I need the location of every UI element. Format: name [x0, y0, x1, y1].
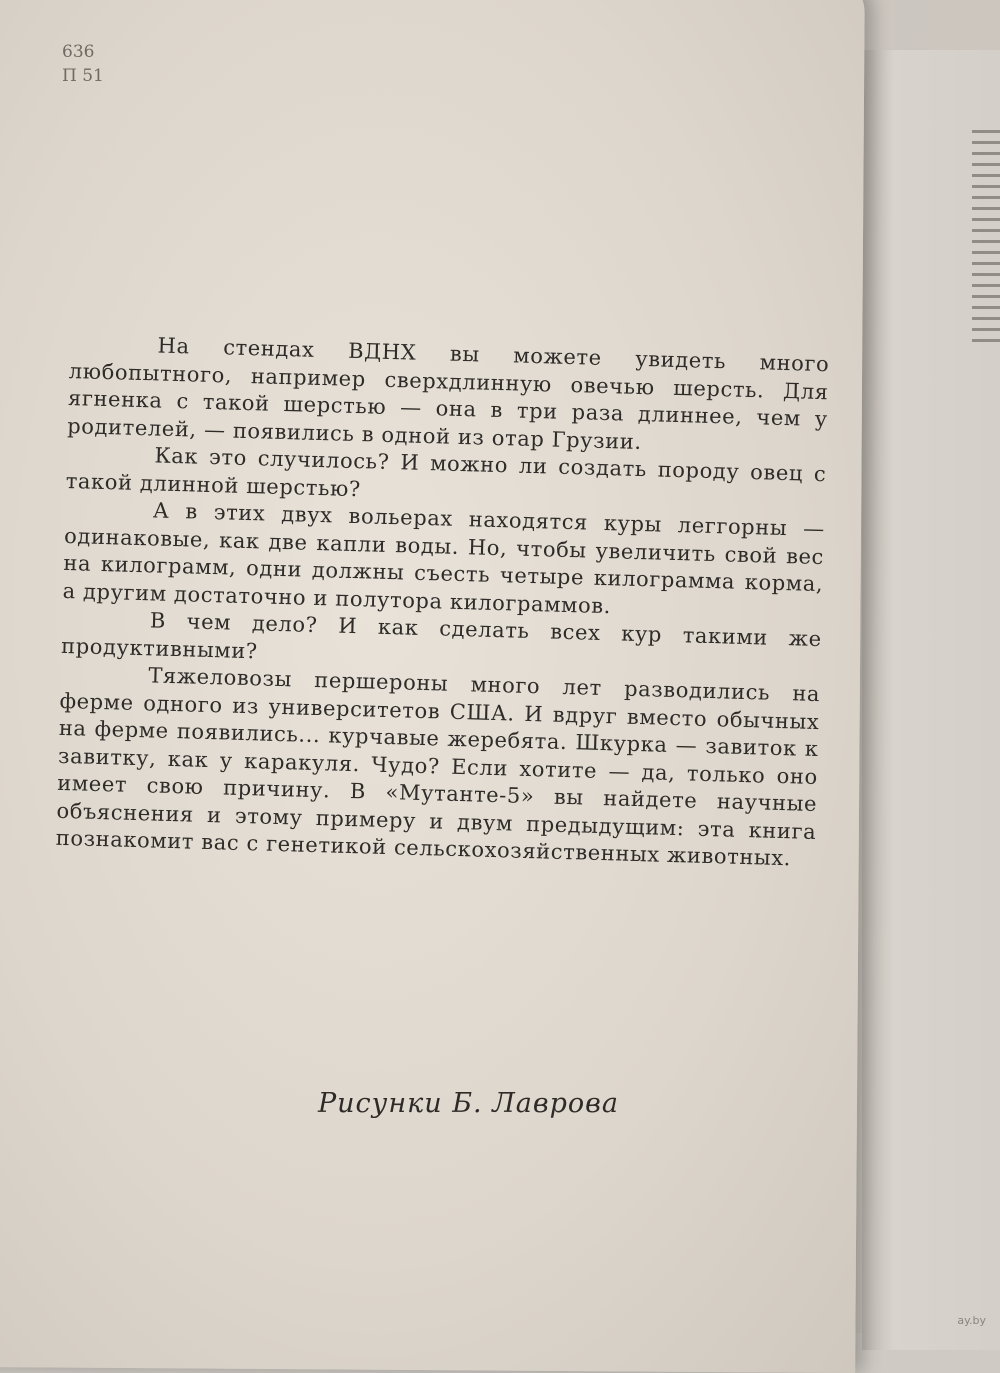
facing-page-edge: [862, 50, 1000, 1350]
paragraph-1: На стендах ВДНХ вы можете увидеть много любопытного, например сверхдлинную овечью шерсть. Для ягненка с такой шерстью — она в три раза длиннее, чем у родителей, — появились в одной из отар Грузии.: [66, 333, 830, 454]
catalog-code: [62, 40, 104, 88]
paragraph-5: Тяжеловозы першероны много лет разводились на ферме одного из университетов США. И вдруг вместо обычных на ферме появились... курчавые жеребята. Шкурка — завиток к завитку, как у каракуля. Чудо? Если хотите — да, только оно имеет свою причину. В «Мутанте-5» вы найдете научные объяснения и этому примеру и двум предыдущим: эта книга познакомит вас с генетикой сельскохозяйственных животных.: [55, 663, 821, 871]
annotation-text: [55, 330, 829, 874]
paragraph-4: В чем дело? И как сделать всех кур такими же продуктивными?: [60, 608, 822, 663]
catalog-code-line-2: П 51: [62, 66, 104, 86]
paragraph-2: Как это случилось? И можно ли создать породу овец с такой длинной шерстью?: [65, 443, 827, 501]
watermark: ay.by: [957, 1314, 986, 1327]
catalog-code-line-1: 636: [62, 42, 95, 62]
illustrator-credit: Рисунки Б. Лаврова: [318, 1088, 619, 1119]
paragraph-3: А в этих двух вольерах находятся куры леггорны — одинаковые, как две капли воды. Но, чтобы увеличить свой вес на килограмм, одни должны съесть четыре килограмма корма, а другим достаточно и полутора килограммов.: [62, 498, 826, 618]
facing-page-print-marks: [972, 130, 1000, 350]
